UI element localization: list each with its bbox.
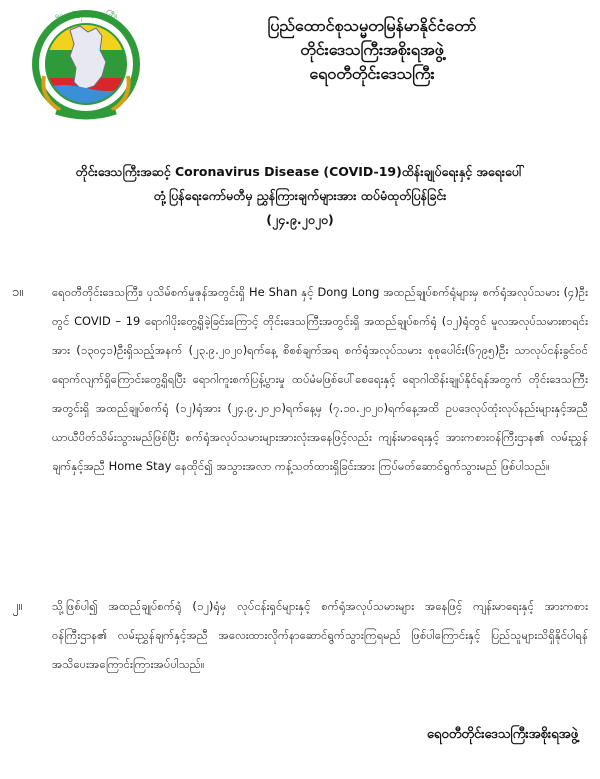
letterhead-line-region: ရေဝတီတိုင်းဒေသကြီး xyxy=(309,64,435,83)
signature-authority: ရေဝတီတိုင်းဒေသကြီးအစိုးရအဖွဲ့ xyxy=(426,727,578,742)
paragraph-number: ၂။ xyxy=(12,599,23,614)
region-emblem-logo xyxy=(22,6,150,126)
title-line-1: တိုင်းဒေသကြီးအဆင့် Coronavirus Disease (COVID-19)ထိန်းချုပ်ရေးနှင့် အရေးပေါ် xyxy=(75,164,525,179)
letterhead-line-government: တိုင်းဒေသကြီးအစိုးရအဖွဲ့ xyxy=(300,40,444,59)
letterhead-line-country: ပြည်ထောင်စုသမ္မတမြန်မာနိုင်ငံတော် xyxy=(267,16,477,35)
title-line-2: တုံ့ပြန်ရေးကော်မတီမှ ညွှန်ကြားချက်များအား ထပ်မံထုတ်ပြန်ခြင်း xyxy=(153,188,447,203)
logo-caption: ရေဝတီတိုင်းဒေသကြီး xyxy=(54,11,118,20)
title-date: (၂၄.၉.၂၀၂၀) xyxy=(266,212,334,227)
letterhead xyxy=(172,14,572,86)
paragraph-text: ရေဝတီတိုင်းဒေသကြီး၊ ပုသိမ်စက်မှုဇုန်အတွင်းရှိ He Shan နှင့် Dong Long အထည်ချုပ်စက်ရုံများမှ စက်ရုံအလုပ်သမား (၄)ဦးတွင် COVID – 19 ရောဂါပိုးတွေ့ရှိခဲ့ခြင်းကြောင့် တိုင်းဒေသကြီးအတွင်းရှိ အထည်ချုပ်စက်ရုံ (၁၂)ရုံတွင် မူလအလုပ်သမားစာရင်းအား (၁၃၀၄၁)ဦးရှိသည့်အနက် (၂၃.၉.၂၀၂၀)ရက်နေ့ စိစစ်ချက်အရ စက်ရုံအလုပ်သမား စုစုပေါင်း(၆၇၉၅)ဦး သာလုပ်ငန်းခွင်ဝင်ရောက်လျက်ရှိကြောင်းတွေ့ရှိရပြီး ရောဂါကူးစက်ပြန့်ပွားမှု ထပ်မံမဖြစ်ပေါ်စေရေးနှင့် ရောဂါထိန်းချုပ်နိုင်ရန်အတွက် တိုင်းဒေသကြီးအတွင်းရှိ အထည်ချုပ်စက်ရုံ (၁၂)ရုံအား (၂၄.၉.၂၀၂၀)ရက်နေ့မှ (၇.၁၀.၂၀၂၀)ရက်နေ့အထိ ဥပဒေလုပ်ထုံးလုပ်နည်းများနှင့်အညီ ယာယီပိတ်သိမ်းသွားမည်ဖြစ်ပြီး စက်ရုံအလုပ်သမားများအားလုံးအနေဖြင့်လည်း ကျန်းမာရေးနှင့် အားကစားဝန်ကြီးဌာန၏ လမ်းညွှန်ချက်နှင့်အညီ Home Stay နေထိုင်၍ အသွားအလာ ကန့်သတ်ထားရှိခြင်းအား ကြပ်မတ်ဆောင်ရွက်သွားမည် ဖြစ်ပါသည်။ xyxy=(52,285,588,473)
paragraph-number: ၁။ xyxy=(12,285,24,300)
document-title xyxy=(20,160,580,232)
paragraph-text: သို့ဖြစ်ပါ၍ အထည်ချုပ်စက်ရုံ (၁၂)ရုံမှ လုပ်ငန်းရှင်များနှင့် စက်ရုံအလုပ်သမားများ အနေဖြင့် ကျန်းမာရေးနှင့် အားကစားဝန်ကြီးဌာန၏ လမ်းညွှန်ချက်နှင့်အညီ အလေးထားလိုက်နာဆောင်ရွက်သွားကြရမည် ဖြစ်ပါကြောင်းနှင့် ပြည်သူများသိရှိနိုင်ပါရန် အသိပေးအကြောင်းကြားအပ်ပါသည်။ xyxy=(52,599,588,671)
